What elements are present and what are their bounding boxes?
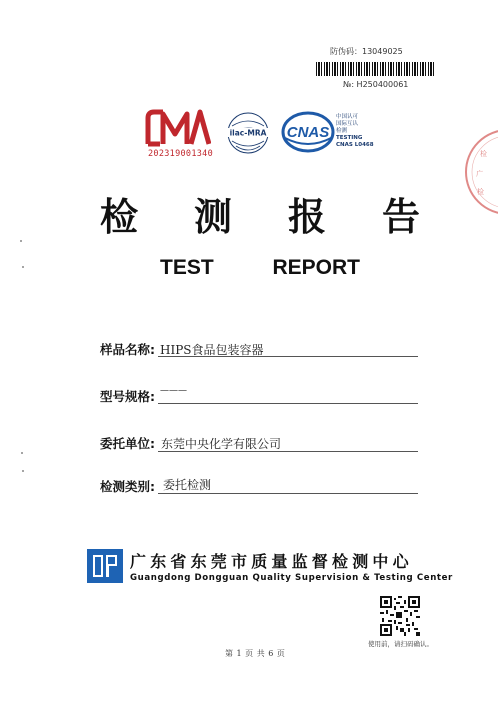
svg-text:检: 检 — [477, 188, 484, 196]
field-underline — [158, 493, 418, 494]
center-name-en: Guangdong Dongguan Quality Supervision & Testing Center — [130, 573, 453, 583]
field-label-test-type: 检测类别: — [100, 479, 155, 494]
title-word: REPORT — [272, 256, 360, 279]
field-underline — [158, 356, 418, 357]
scan-mark — [20, 240, 22, 242]
ilac-mra-logo — [224, 110, 272, 160]
qr-code — [380, 596, 420, 640]
svg-text:检: 检 — [480, 150, 487, 158]
center-name-cn: 广东省东莞市质量监督检测中心 — [130, 552, 413, 571]
ilac-label: ilac-MRA — [229, 128, 267, 138]
title-char: 报 — [287, 194, 326, 239]
title-char: 告 — [381, 194, 420, 239]
scan-mark — [22, 266, 24, 268]
cma-code: 202319001340 — [148, 149, 214, 159]
svg-text:广: 广 — [476, 170, 483, 178]
scan-mark — [22, 470, 24, 472]
official-seal — [462, 126, 498, 222]
report-title-cn — [100, 186, 420, 241]
page-number: 第 1 页 共 6 页 — [225, 649, 285, 658]
dg-center-logo — [86, 548, 124, 588]
field-value-sample-name: HIPS食品包装容器 — [160, 343, 264, 357]
title-word: TEST — [160, 256, 214, 279]
field-underline — [158, 403, 418, 404]
field-value-model: ——— — [160, 386, 187, 396]
report-title-en — [160, 256, 360, 280]
field-value-client: 东莞中央化学有限公司 — [161, 437, 282, 451]
field-label-model: 型号规格: — [100, 389, 155, 404]
qr-note: 使用前，请扫码确认。 — [368, 640, 433, 648]
field-label-client: 委托单位: — [100, 436, 155, 451]
report-serial: №: H250400061 — [343, 80, 409, 89]
title-char: 测 — [193, 194, 232, 239]
field-value-test-type: 委托检测 — [163, 478, 212, 492]
title-char: 检 — [100, 194, 139, 239]
cnas-logo — [281, 110, 335, 158]
anti-fake-code: 防伪码：13049025 — [330, 47, 403, 56]
cnas-side-text: 中国认可 国际互认 检测 TESTING CNAS L0468 — [336, 114, 374, 148]
field-label-sample-name: 样品名称: — [100, 342, 155, 357]
cnas-label: CNAS — [286, 124, 330, 141]
barcode — [316, 62, 434, 76]
field-underline — [158, 451, 418, 452]
scan-mark — [21, 452, 23, 454]
cma-logo — [145, 108, 211, 152]
